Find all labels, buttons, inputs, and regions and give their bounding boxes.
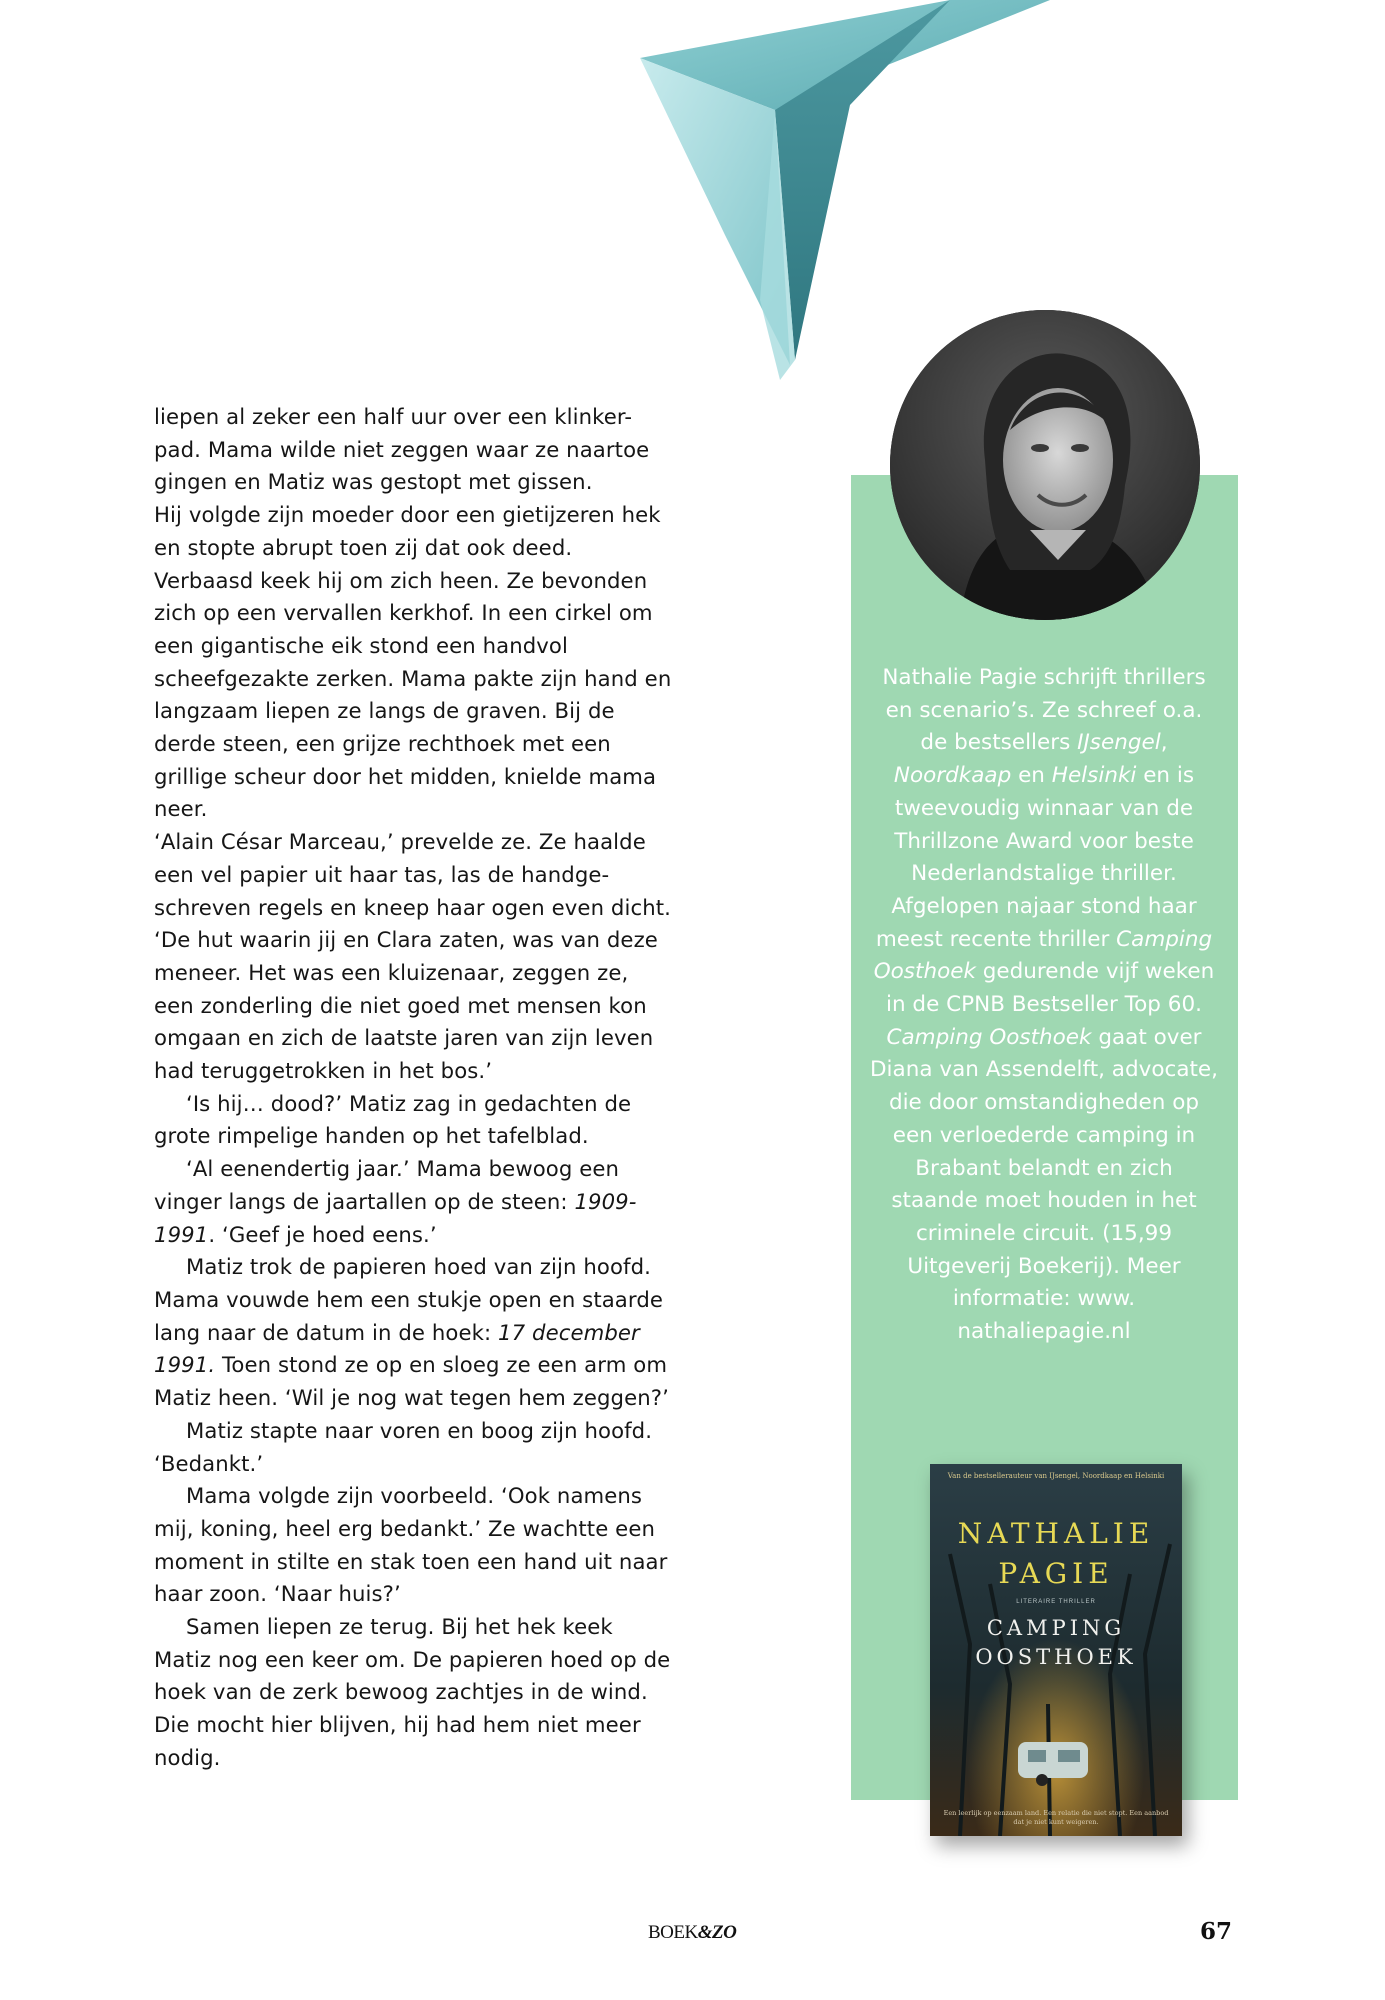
- story-text: Matiz trok de papieren hoed van zijn hoofd. Mama vouwde hem een stukje open en staarde lang naar de datum in de hoek:: [154, 1254, 664, 1345]
- story-text: ‘Alain César Marceau,’ prevelde ze. Ze haalde een vel papier uit haar tas, las de handge-schreven regels en kneep haar ogen even dicht. ‘De hut waarin jij en Clara zaten, was van deze meneer. Het was een kluizenaar, zeggen ze, een zonderling die niet goed met mensen kon omgaan en zich de laatste jaren van zijn leven had teruggetrokken in het bos.’: [154, 829, 671, 1084]
- book-cover-camping-oosthoek: [930, 1464, 1182, 1836]
- story-paragraph: [154, 1611, 674, 1775]
- bio-text: en: [1011, 763, 1052, 789]
- story-paragraph: [154, 401, 674, 499]
- book-author-last: PAGIE: [998, 1557, 1114, 1590]
- story-text: . ‘Geef je hoed eens.’: [208, 1221, 437, 1247]
- book-tagline: Een leerlijk op eenzaam land. Een relatie die niet stopt. Een aanbod dat je niet kunt weigeren.: [943, 1809, 1169, 1826]
- book-title-line1: CAMPING: [986, 1616, 1126, 1640]
- story-paragraph: [154, 499, 674, 826]
- author-bio-text: [870, 662, 1218, 1349]
- bio-text: en is tweevoudig winnaar van de Thrillzone Award voor beste Nederlandstalige thriller. Afgelopen najaar stond haar meest recente thriller: [875, 763, 1197, 952]
- book-genre: LITERAIRE THRILLER: [1016, 1599, 1096, 1605]
- story-text: Matiz stapte naar voren en boog zijn hoofd.: [186, 1417, 653, 1443]
- story-paragraph: [154, 1153, 674, 1251]
- brand-left: BOEK: [648, 1922, 698, 1943]
- story-paragraph: [154, 1415, 674, 1448]
- story-paragraph: [154, 1448, 674, 1481]
- story-paragraph: [154, 1251, 674, 1415]
- story-column: [154, 401, 674, 1775]
- bio-text: ,: [1160, 730, 1168, 756]
- bio-text: Helsinki: [1051, 763, 1137, 789]
- bio-text: Camping Oosthoek: [873, 926, 1213, 985]
- story-text: ‘Bedankt.’: [154, 1450, 264, 1476]
- story-text: liepen al zeker een half uur over een klinker-pad. Mama wilde niet zeggen waar ze naartoe gingen en Matiz was gestopt met gissen.: [154, 404, 650, 495]
- author-photo-image: [890, 310, 1200, 620]
- bio-text: gaat over Diana van Assendelft, advocate, die door omstandigheden op een verloederde camping in Brabant belandt en zich staande moet houden in het criminele circuit. (15,99 Uitgeverij Boekerij). Meer informatie: www. nathaliepagie.nl: [870, 1024, 1218, 1345]
- book-title: [930, 1614, 1182, 1672]
- story-paragraph: [154, 1480, 674, 1611]
- bio-text: gedurende vijf weken in de CPNB Bestseller Top 60.: [886, 959, 1215, 1018]
- book-blurb: Van de bestsellerauteur van IJsengel, Noordkaap en Helsinki: [947, 1472, 1165, 1480]
- page-number: 67: [1200, 1918, 1233, 1945]
- story-paragraph: [154, 826, 674, 1088]
- bio-text: IJsengel: [1077, 730, 1161, 756]
- story-text: ‘Is hij… dood?’ Matiz zag in gedachten de grote rimpelige handen op het tafelblad.: [154, 1090, 632, 1149]
- book-title-line2: OOSTHOEK: [975, 1645, 1137, 1669]
- story-text: ‘Al eenendertig jaar.’ Mama bewoog een vinger langs de jaartallen op de steen:: [154, 1156, 620, 1214]
- story-text: 1909-1991: [154, 1188, 637, 1247]
- bio-text: Nathalie Pagie schrijft thrillers en scenario’s. Ze schreef o.a. de bestsellers: [882, 665, 1206, 756]
- brand-right: &ZO: [697, 1922, 737, 1943]
- story-paragraph: [154, 1088, 674, 1153]
- story-text: Toen stond ze op en sloeg ze een arm om Matiz heen. ‘Wil je nog wat tegen hem zeggen?’: [154, 1352, 669, 1411]
- book-author: [930, 1514, 1182, 1594]
- magazine-brand: [648, 1922, 736, 1944]
- story-text: Mama volgde zijn voorbeeld. ‘Ook namens mij, koning, heel erg bedankt.’ Ze wachtte een moment in stilte en stak toen een hand uit naar haar zoon. ‘Naar huis?’: [154, 1483, 668, 1607]
- bio-text: Noordkaap: [893, 763, 1012, 789]
- story-text: Hij volgde zijn moeder door een gietijzeren hek en stopte abrupt toen zij dat ook deed. Verbaasd keek hij om zich heen. Ze bevonden zich op een vervallen kerkhof. In een cirkel om een gigantische eik stond een handvol scheefgezakte zerken. Mama pakte zijn hand en langzaam liepen ze langs de graven. Bij de derde steen, een grijze rechthoek met een grillige scheur door het midden, knielde mama neer.: [154, 502, 672, 822]
- author-portrait: [890, 310, 1200, 620]
- book-author-first: NATHALIE: [957, 1517, 1155, 1550]
- story-text: 17 december 1991.: [154, 1319, 640, 1378]
- bio-text: Camping Oosthoek: [886, 1024, 1092, 1050]
- story-text: Samen liepen ze terug. Bij het hek keek Matiz nog een keer om. De papieren hoed op de hoek van de zerk bewoog zachtjes in de wind. Die mocht hier blijven, hij had hem niet meer nodig.: [154, 1614, 671, 1770]
